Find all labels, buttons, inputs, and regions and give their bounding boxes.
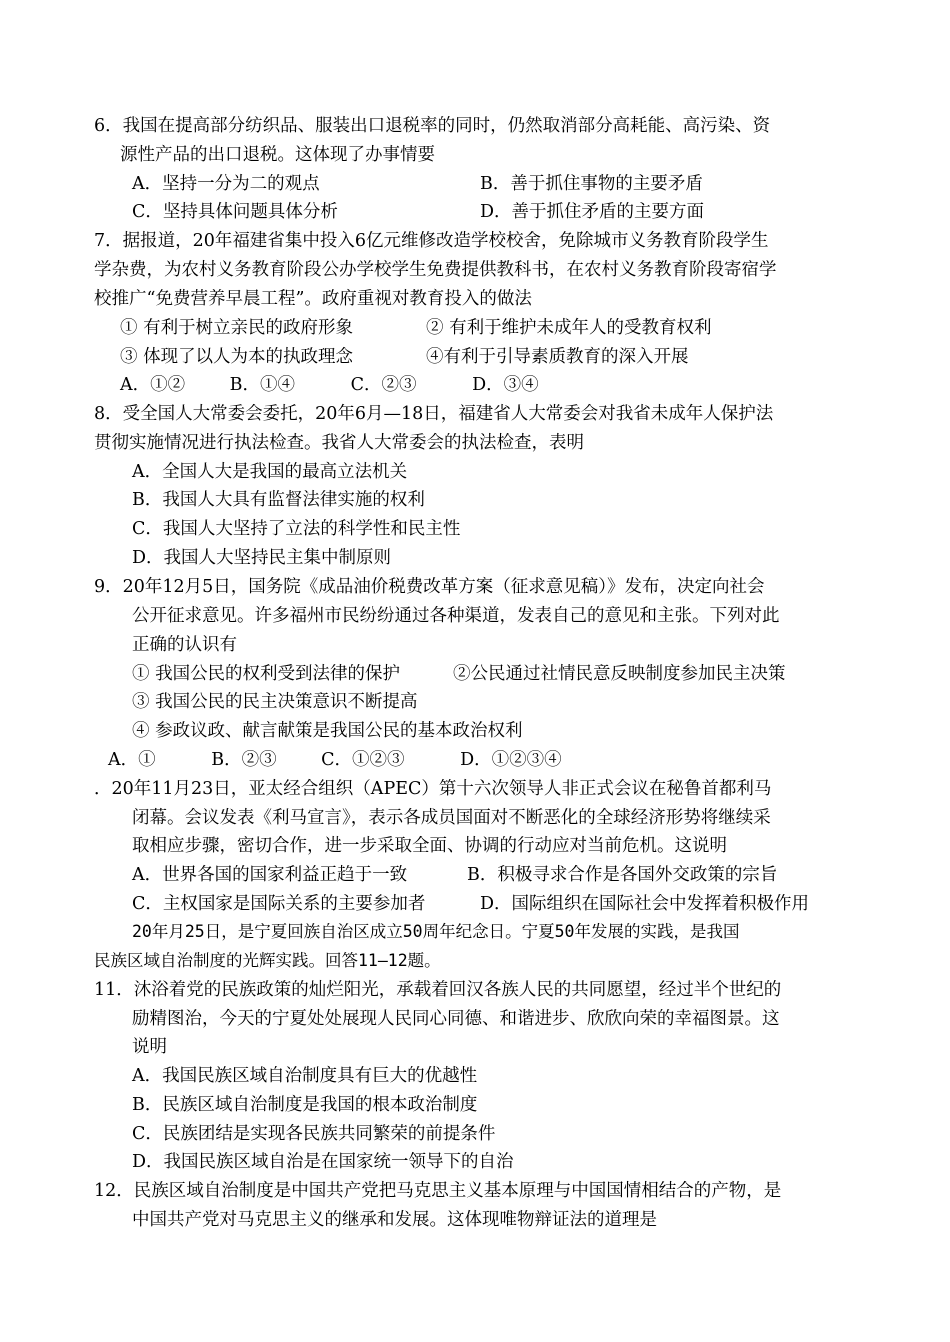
intro-line-1: 20年月25日，是宁夏回族自治区成立50周年纪念日。宁夏50年发展的实践，是我国 [132,922,740,941]
q6-stem-line-1: 6．我国在提高部分纺织品、服装出口退税率的同时，仍然取消部分高耗能、高污染、资 [94,116,771,136]
q7-stem-line-1: 7．据报道，20年福建省集中投入6亿元维修改造学校校舍，免除城市义务教育阶段学生 [94,231,769,251]
q8-option-d: D．我国人大坚持民主集中制原则 [132,548,392,568]
q6-stem-line-2: 源性产品的出口退税。这体现了办事情要 [120,145,435,165]
q10-option-d: D．国际组织在国际社会中发挥着积极作用 [480,894,810,914]
q11-option-c: C．民族团结是实现各民族共同繁荣的前提条件 [132,1124,496,1144]
q11-option-d: D．我国民族区域自治是在国家统一领导下的自治 [132,1152,514,1172]
q9-item-2: ②公民通过社情民意反映制度参加民主决策 [453,664,786,684]
q11-option-a: A．我国民族区域自治制度具有巨大的优越性 [132,1066,478,1086]
q10-option-b: B．积极寻求合作是各国外交政策的宗旨 [467,865,778,885]
q10-option-a: A．世界各国的国家利益正趋于一致 [132,865,408,885]
q7-stem-line-2: 学杂费，为农村义务教育阶段公办学校学生免费提供教科书，在农村义务教育阶段寄宿学 [94,260,777,280]
intro-line-2: 民族区域自治制度的光辉实践。回答11—12题。 [94,951,441,970]
q8-stem-line-2: 贯彻实施情况进行执法检查。我省人大常委会的执法检查，表明 [94,433,584,453]
q12-stem-line-1: 12．民族区域自治制度是中国共产党把马克思主义基本原理与中国国情相结合的产物，是 [94,1181,782,1201]
q10-option-c: C．主权国家是国际关系的主要参加者 [132,894,426,914]
q7-item-2: ② 有利于维护未成年人的受教育权利 [426,318,712,338]
q9-item-4: ④ 参政议政、献言献策是我国公民的基本政治权利 [132,721,523,741]
q11-option-b: B．民族区域自治制度是我国的根本政治制度 [132,1095,478,1115]
q12-stem-line-2: 中国共产党对马克思主义的继承和发展。这体现唯物辩证法的道理是 [132,1210,657,1230]
q9-item-1: ① 我国公民的权利受到法律的保护 [132,664,401,684]
q7-item-1: ① 有利于树立亲民的政府形象 [120,318,354,338]
q9-choices: A．① B．②③ C．①②③ D．①②③④ [108,750,562,770]
q7-choices: A．①② B．①④ C．②③ D．③④ [120,375,539,395]
q10-stem-line-2: 闭幕。会议发表《利马宣言》，表示各成员国面对不断恶化的全球经济形势将继续采 [132,808,771,828]
q6-option-c: C．坚持具体问题具体分析 [132,202,338,222]
q8-option-a: A．全国人大是我国的最高立法机关 [132,462,408,482]
q6-option-d: D．善于抓住矛盾的主要方面 [480,202,705,222]
q10-stem-line-3: 取相应步骤，密切合作，进一步采取全面、协调的行动应对当前危机。这说明 [132,836,727,856]
q8-option-b: B．我国人大具有监督法律实施的权利 [132,490,425,510]
q9-stem-line-3: 正确的认识有 [132,635,237,655]
q9-item-3: ③ 我国公民的民主决策意识不断提高 [132,692,418,712]
q11-stem-line-2: 励精图治，今天的宁夏处处展现人民同心同德、和谐进步、欣欣向荣的幸福图景。这 [132,1009,780,1029]
q9-stem-line-1: 9．20年12月5日，国务院《成品油价税费改革方案（征求意见稿）》发布，决定向社会 [94,577,765,597]
q7-item-3: ③ 体现了以人为本的执政理念 [120,347,354,367]
q11-stem-line-1: 11．沐浴着党的民族政策的灿烂阳光，承载着回汉各族人民的共同愿望，经过半个世纪的 [94,980,782,1000]
q6-option-a: A．坚持一分为二的观点 [132,174,320,194]
q7-item-4: ④有利于引导素质教育的深入开展 [426,347,689,367]
q8-option-c: C．我国人大坚持了立法的科学性和民主性 [132,519,461,539]
q11-stem-line-3: 说明 [132,1037,167,1057]
q10-stem-line-1: ．20年11月23日，亚太经合组织（APEC）第十六次领导人非正式会议在秘鲁首都利马 [94,779,772,799]
q8-stem-line-1: 8．受全国人大常委会委托，20年6月—18日，福建省人大常委会对我省未成年人保护法 [94,404,774,424]
q7-stem-line-3: 校推广“免费营养早晨工程”。政府重视对教育投入的做法 [94,289,532,309]
q6-option-b: B．善于抓住事物的主要矛盾 [480,174,703,194]
q9-stem-line-2: 公开征求意见。许多福州市民纷纷通过各种渠道，发表自己的意见和主张。下列对此 [132,606,780,626]
